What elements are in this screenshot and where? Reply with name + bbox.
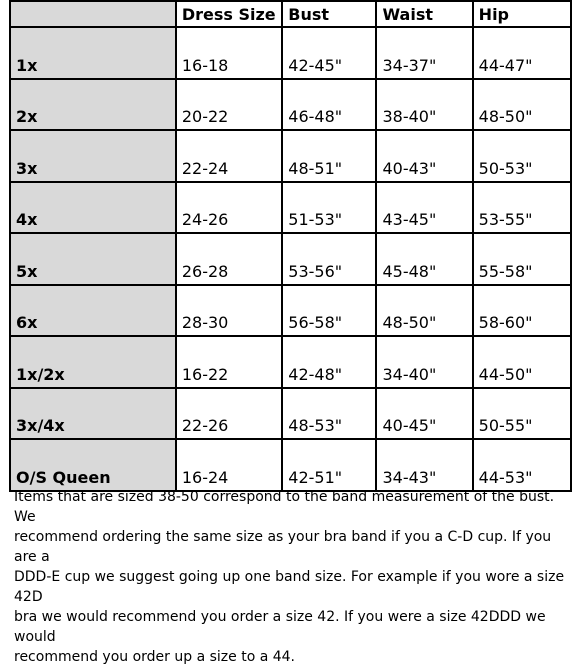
waist-cell: 40-45" [376,388,472,440]
header-corner [10,1,176,27]
hip-cell: 44-47" [473,27,571,79]
header-dress-size: Dress Size [176,1,282,27]
table-row [10,233,571,285]
size-label-cell: 2x [10,79,176,131]
hip-cell: 58-60" [473,285,571,337]
bust-cell: 42-45" [282,27,376,79]
bust-cell: 48-53" [282,388,376,440]
bust-cell: 46-48" [282,79,376,131]
size-label-cell: 1x [10,27,176,79]
header-hip: Hip [473,1,571,27]
bust-cell: 42-48" [282,336,376,388]
hip-cell: 44-53" [473,439,571,491]
header-row [10,1,571,27]
dress-size-cell: 26-28 [176,233,282,285]
size-label-cell: 6x [10,285,176,337]
size-label-cell: 3x/4x [10,388,176,440]
size-chart-table [9,0,572,492]
table-row [10,439,571,491]
hip-cell: 50-53" [473,130,571,182]
sizing-note: Items that are sized 38-50 correspond to the band measurement of the bust. We recommend ordering the same size as your bra band if you a C-D cup. If you are a DDD-E cup we suggest going up one band size. For example if you wore a size 42D bra we would recommend you order a size 42. If you were a size 42DDD we would recommend you order up a size to a 44. [14,489,565,665]
size-label-cell: 5x [10,233,176,285]
table-row [10,79,571,131]
dress-size-cell: 22-24 [176,130,282,182]
waist-cell: 38-40" [376,79,472,131]
bust-cell: 42-51" [282,439,376,491]
table-row [10,388,571,440]
table-row [10,130,571,182]
waist-cell: 34-43" [376,439,472,491]
dress-size-cell: 16-22 [176,336,282,388]
waist-cell: 34-37" [376,27,472,79]
table-row [10,285,571,337]
bust-cell: 48-51" [282,130,376,182]
table-row [10,182,571,234]
table-row [10,336,571,388]
dress-size-cell: 16-18 [176,27,282,79]
hip-cell: 50-55" [473,388,571,440]
size-label-cell: 3x [10,130,176,182]
dress-size-cell: 24-26 [176,182,282,234]
dress-size-cell: 22-26 [176,388,282,440]
waist-cell: 40-43" [376,130,472,182]
bust-cell: 51-53" [282,182,376,234]
bust-cell: 56-58" [282,285,376,337]
waist-cell: 48-50" [376,285,472,337]
dress-size-cell: 28-30 [176,285,282,337]
table-row [10,27,571,79]
hip-cell: 55-58" [473,233,571,285]
dress-size-cell: 20-22 [176,79,282,131]
size-label-cell: 1x/2x [10,336,176,388]
waist-cell: 45-48" [376,233,472,285]
header-bust: Bust [282,1,376,27]
header-waist: Waist [376,1,472,27]
hip-cell: 53-55" [473,182,571,234]
bust-cell: 53-56" [282,233,376,285]
waist-cell: 34-40" [376,336,472,388]
dress-size-cell: 16-24 [176,439,282,491]
size-label-cell: O/S Queen [10,439,176,491]
hip-cell: 48-50" [473,79,571,131]
hip-cell: 44-50" [473,336,571,388]
size-label-cell: 4x [10,182,176,234]
waist-cell: 43-45" [376,182,472,234]
